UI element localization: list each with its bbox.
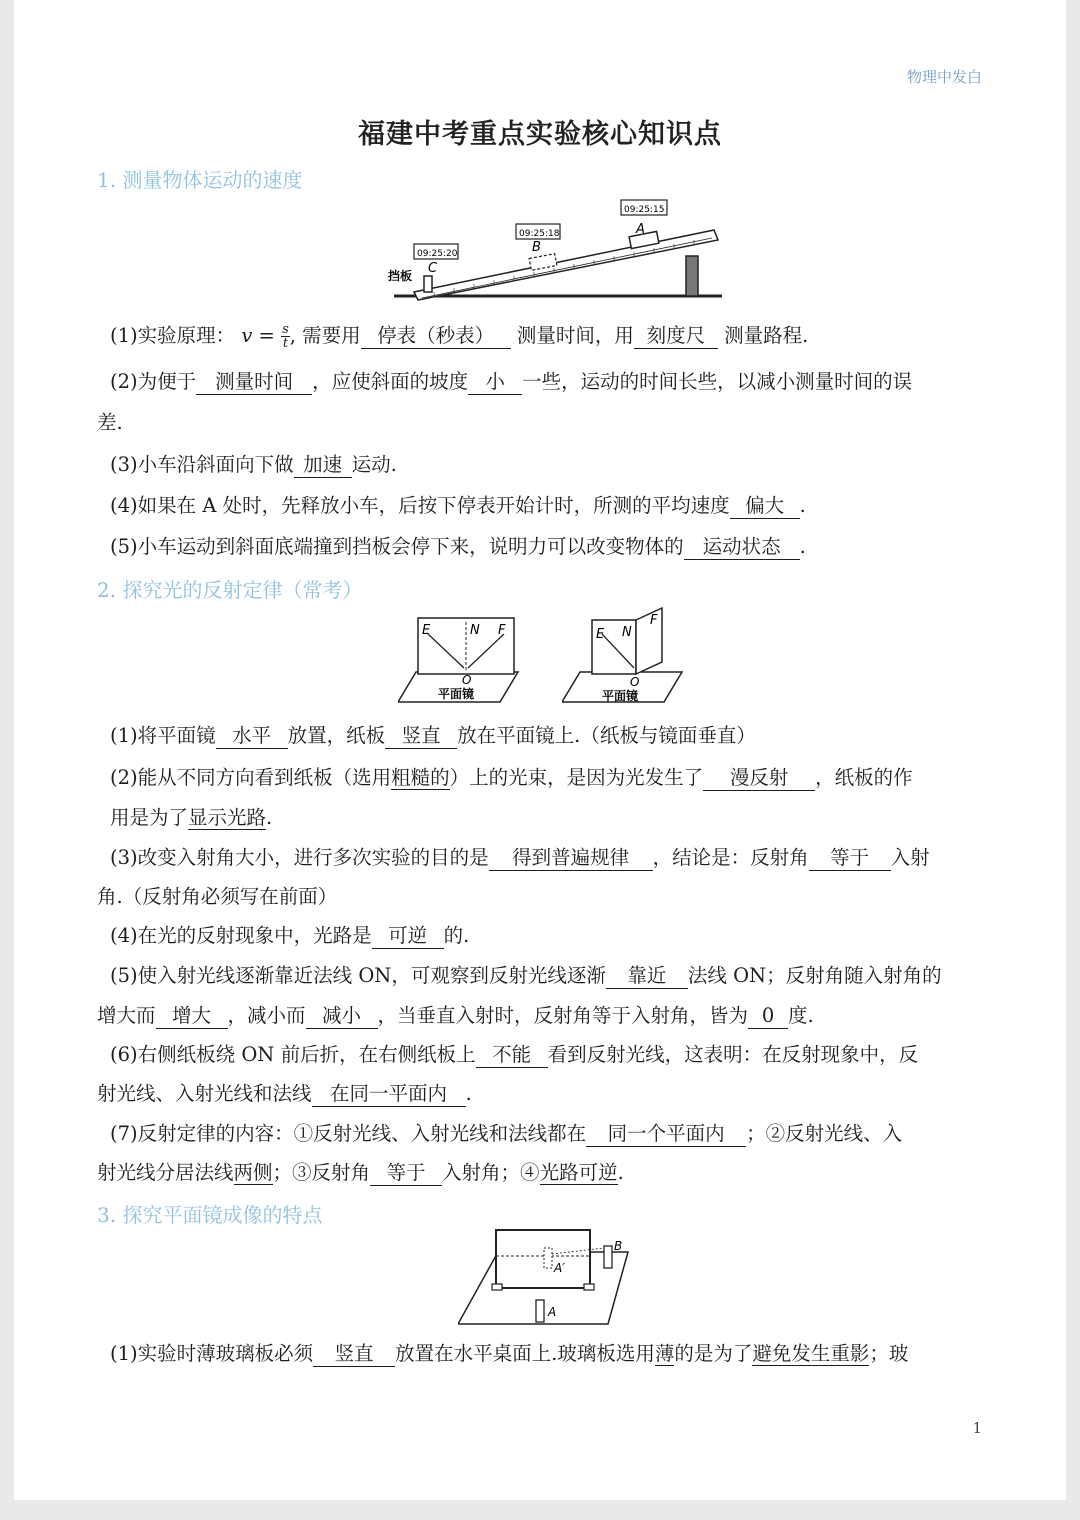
s1-line-2-cont: 差. <box>97 411 123 434</box>
s2-line-3: (3)改变入射角大小，进行多次实验的目的是 得到普遍规律 ，结论是：反射角 等于 入射 <box>110 846 930 869</box>
svg-text:F: F <box>650 613 658 628</box>
plane-mirror-figure <box>458 1226 648 1330</box>
s2-line-7: (7)反射定律的内容：①反射光线、入射光线和法线都在 同一个平面内 ；②反射光线、入 <box>110 1122 903 1145</box>
timer-a: 09:25:15 <box>624 205 665 215</box>
reflection-figure-folded <box>562 604 702 708</box>
section-3-heading: 3. 探究平面镜成像的特点 <box>97 1203 323 1227</box>
svg-text:O: O <box>462 673 472 687</box>
s2-line-1: (1)将平面镜 水平 放置，纸板 竖直 放在平面镜上.（纸板与镜面垂直） <box>110 724 756 747</box>
stopper-label: 挡板 <box>388 269 413 283</box>
s2-line-2: (2)能从不同方向看到纸板（选用粗糙的）上的光束，是因为光发生了 漫反射 ，纸板的作 <box>110 766 913 789</box>
reflection-figure-flat <box>398 612 538 708</box>
page-title: 福建中考重点实验核心知识点 <box>358 119 722 150</box>
page-number: 1 <box>972 1419 982 1437</box>
section-1-heading: 1. 测量物体运动的速度 <box>97 168 303 192</box>
s2-line-5-cont: 增大而 增大 ，减小而 减小 ，当垂直入射时，反射角等于入射角，皆为 0 度. <box>97 1004 814 1027</box>
svg-text:A: A <box>548 1305 557 1319</box>
s3-line-1: (1)实验时薄玻璃板必须 竖直 放置在水平桌面上.玻璃板选用薄的是为了避免发生重影；玻 <box>110 1342 909 1365</box>
section-2-heading: 2. 探究光的反射定律（常考） <box>97 578 363 602</box>
s1-line-4: (4)如果在 A 处时，先释放小车，后按下停表开始计时，所测的平均速度 偏大 . <box>110 494 806 517</box>
header-brand: 物理中发白 <box>906 68 982 86</box>
label-c: C <box>428 261 438 276</box>
label-a: A <box>636 222 645 237</box>
svg-text:A′: A′ <box>554 1261 565 1275</box>
label-b: B <box>532 240 541 255</box>
svg-text:N: N <box>470 623 480 638</box>
s1-line-1: (1)实验原理： v = $\frac{s}{t}$ , 需要用 停表（秒表） 测量时间，用 刻度尺 测量路程. <box>110 322 809 351</box>
timer-b: 09:25:18 <box>519 229 560 239</box>
s2-line-6-cont: 射光线、入射光线和法线 在同一平面内 . <box>97 1082 472 1105</box>
svg-text:O: O <box>630 675 640 689</box>
s1-line-2: (2)为便于 测量时间 ，应使斜面的坡度 小 一些，运动的时间长些，以减小测量时间的误 <box>110 370 913 393</box>
svg-text:E: E <box>422 623 431 638</box>
s2-line-4: (4)在光的反射现象中，光路是 可逆 的. <box>110 924 470 947</box>
svg-text:E: E <box>596 627 605 642</box>
svg-text:平面镜: 平面镜 <box>438 687 475 701</box>
svg-text:B: B <box>614 1239 623 1253</box>
timer-c: 09:25:20 <box>417 249 458 259</box>
speed-formula: $\frac{s}{t}$ <box>282 322 289 351</box>
s2-line-5: (5)使入射光线逐渐靠近法线 ON，可观察到反射光线逐渐 靠近 法线 ON；反射角随入射角的 <box>110 964 942 987</box>
s2-line-7-cont: 射光线分居法线两侧；③反射角 等于 入射角；④光路可逆. <box>97 1161 624 1184</box>
s1-line-3: (3)小车沿斜面向下做 加速 运动. <box>110 453 397 476</box>
s2-line-2-cont: 用是为了显示光路. <box>110 806 273 829</box>
svg-text:N: N <box>622 625 632 640</box>
svg-text:平面镜: 平面镜 <box>602 689 639 703</box>
s2-line-3-cont: 角.（反射角必须写在前面） <box>97 885 338 908</box>
s2-line-6: (6)右侧纸板绕 ON 前后折，在右侧纸板上 不能 看到反射光线，这表明：在反射现象中，反 <box>110 1043 919 1066</box>
s1-line-5: (5)小车运动到斜面底端撞到挡板会停下来，说明力可以改变物体的 运动状态 . <box>110 535 806 558</box>
svg-text:F: F <box>498 623 506 638</box>
document-page <box>14 0 1066 1500</box>
incline-figure <box>374 196 734 306</box>
